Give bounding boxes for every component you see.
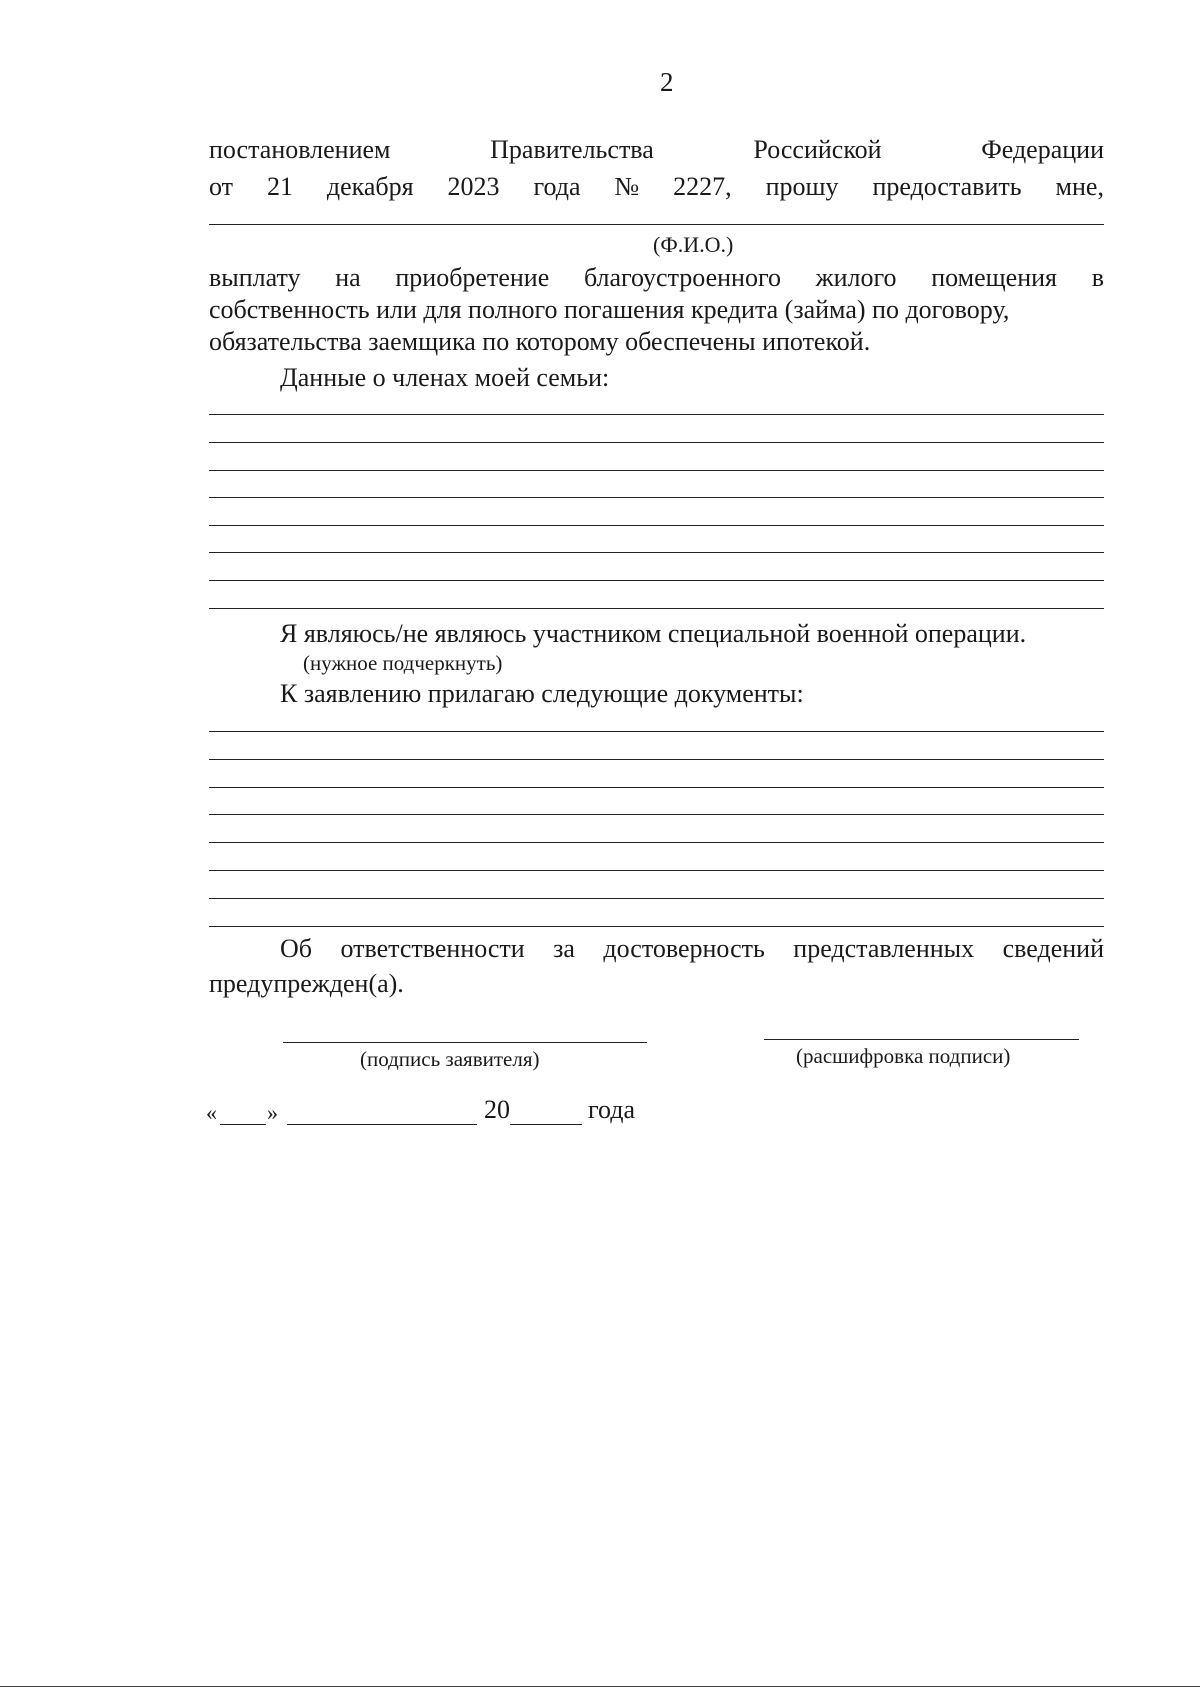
family-field-line[interactable] — [209, 442, 1104, 443]
intro-word: Федерации — [981, 135, 1104, 164]
intro-word: 21 — [266, 172, 293, 201]
documents-field-line[interactable] — [209, 898, 1104, 899]
documents-field-line[interactable] — [209, 731, 1104, 732]
responsibility-word: сведений — [1002, 934, 1104, 963]
svo-hint: (нужное подчеркнуть) — [303, 651, 503, 675]
payment-line-2: собственность или для полного погашения кредита (займа) по договору, — [209, 295, 1010, 324]
family-field-line[interactable] — [209, 414, 1104, 415]
date-year-field[interactable] — [510, 1124, 582, 1125]
intro-word: прошу — [765, 172, 839, 201]
date-month-field[interactable] — [287, 1124, 477, 1125]
intro-word: мне, — [1055, 172, 1104, 201]
payment-word: помещения — [931, 263, 1057, 292]
intro-word: декабря — [326, 172, 414, 201]
signature-field-line[interactable] — [283, 1042, 647, 1043]
family-field-line[interactable] — [209, 552, 1104, 553]
family-field-line[interactable] — [209, 525, 1104, 526]
fio-caption: (Ф.И.О.) — [653, 232, 734, 257]
family-field-line[interactable] — [209, 608, 1104, 609]
date-open-quote: « — [206, 1100, 217, 1125]
payment-word: в — [1091, 263, 1104, 292]
responsibility-word: за — [553, 934, 575, 963]
date-day-field[interactable] — [220, 1124, 266, 1125]
intro-word: № — [614, 172, 640, 201]
payment-line-3: обязательства заемщика по которому обеспечены ипотекой. — [209, 327, 871, 356]
documents-field-line[interactable] — [209, 814, 1104, 815]
fio-field-line[interactable] — [209, 224, 1104, 225]
signature-caption: (подпись заявителя) — [360, 1047, 540, 1071]
intro-word: 2227, — [673, 172, 732, 201]
responsibility-word: ответственности — [340, 934, 525, 963]
intro-word: 2023 — [447, 172, 500, 201]
intro-word: постановлением — [209, 135, 391, 164]
intro-line-1 — [209, 134, 1104, 166]
payment-word: на — [335, 263, 361, 292]
documents-field-line[interactable] — [209, 870, 1104, 871]
intro-word: от — [209, 172, 234, 201]
documents-label: К заявлению прилагаю следующие документы: — [280, 679, 804, 708]
signature-decode-caption: (расшифровка подписи) — [796, 1044, 1011, 1068]
svo-statement: Я являюсь/не являюсь участником специальной военной операции. — [280, 619, 1027, 648]
payment-word: выплату — [209, 263, 301, 292]
documents-field-line[interactable] — [209, 926, 1104, 927]
page-number: 2 — [660, 67, 674, 97]
date-close-quote: » — [267, 1100, 278, 1125]
responsibility-line-2: предупрежден(а). — [209, 969, 404, 998]
responsibility-word: представленных — [793, 934, 975, 963]
payment-line-1 — [209, 262, 1104, 294]
bottom-edge-line — [0, 1686, 1200, 1687]
payment-word: благоустроенного — [583, 263, 781, 292]
date-suffix: года — [588, 1095, 636, 1124]
family-field-line[interactable] — [209, 470, 1104, 471]
family-field-line[interactable] — [209, 580, 1104, 581]
documents-field-line[interactable] — [209, 842, 1104, 843]
responsibility-word: достоверность — [603, 934, 765, 963]
intro-line-2 — [209, 171, 1104, 203]
responsibility-line-1 — [280, 933, 1104, 965]
date-century: 20 — [484, 1095, 510, 1124]
intro-word: предоставить — [872, 172, 1022, 201]
intro-word: Российской — [753, 135, 882, 164]
payment-word: жилого — [815, 263, 897, 292]
intro-word: года — [533, 172, 581, 201]
intro-word: Правительства — [490, 135, 654, 164]
documents-field-line[interactable] — [209, 787, 1104, 788]
family-label: Данные о членах моей семьи: — [280, 363, 610, 392]
payment-word: приобретение — [395, 263, 550, 292]
signature-decode-field-line[interactable] — [764, 1039, 1079, 1040]
responsibility-word: Об — [280, 934, 313, 963]
documents-field-line[interactable] — [209, 759, 1104, 760]
family-field-line[interactable] — [209, 497, 1104, 498]
